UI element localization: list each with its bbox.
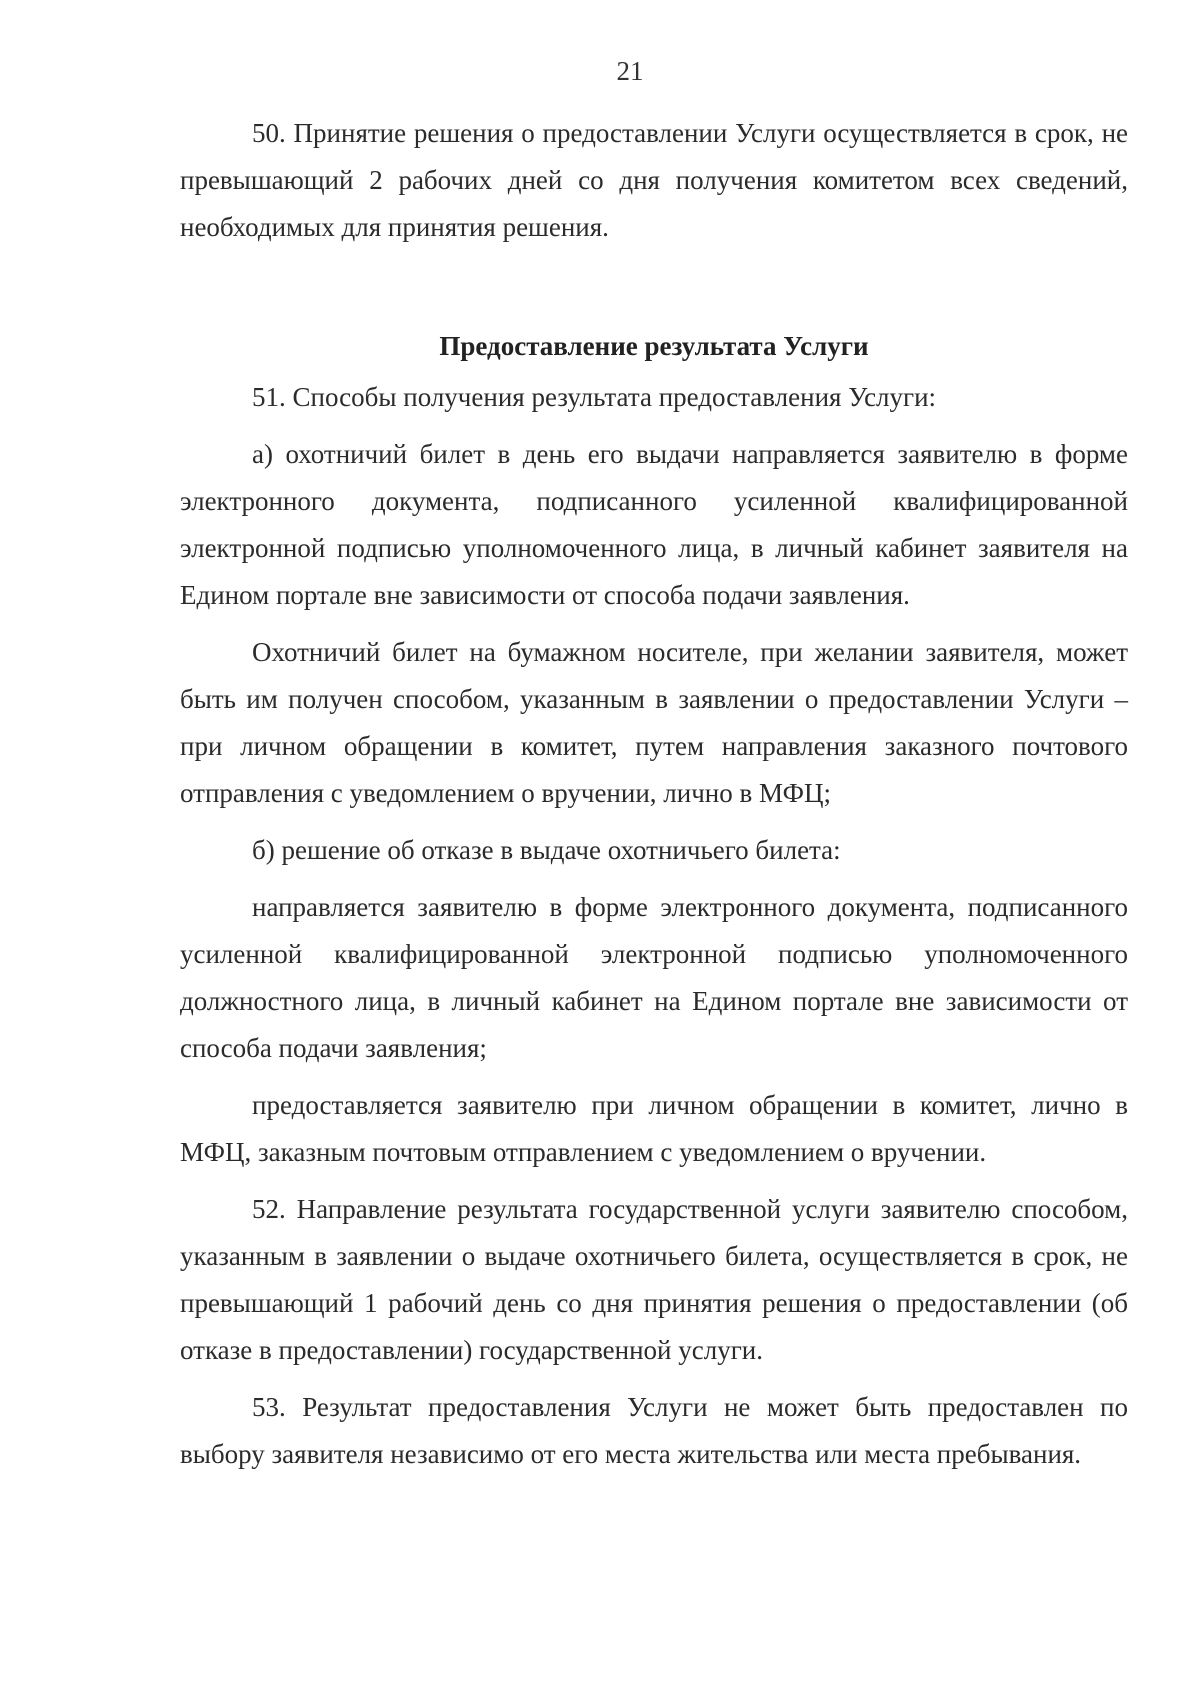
- section-title: Предоставление результата Услуги: [439, 331, 869, 361]
- paragraph-51-a: а) охотничий билет в день его выдачи направляется заявителю в форме электронного документа, подписанного усиленной квалифицированной электронной подписью уполномоченного лица, в личный кабинет заявителя на Едином портале вне зависимости от способа подачи заявления.: [180, 439, 1128, 610]
- paragraph-50: 50. Принятие решения о предоставлении Услуги осуществляется в срок, не превышающий 2 рабочих дней со дня получения комитетом всех сведений, необходимых для принятия решения.: [180, 118, 1128, 242]
- paragraph-51: 51. Способы получения результата предоставления Услуги:: [252, 382, 937, 412]
- paragraph-51-b-personal: предоставляется заявителю при личном обращении в комитет, лично в МФЦ, заказным почтовым отправлением с уведомлением о вручении.: [180, 1090, 1128, 1167]
- paragraph-51-b: б) решение об отказе в выдаче охотничьего билета:: [252, 835, 841, 865]
- page-number: 21: [616, 56, 644, 86]
- document-body: [180, 110, 1128, 1478]
- paragraph-53: 53. Результат предоставления Услуги не может быть предоставлен по выбору заявителя независимо от его места жительства или места пребывания.: [180, 1392, 1128, 1469]
- paragraph-51-b-electronic: направляется заявителю в форме электронного документа, подписанного усиленной квалифицированной электронной подписью уполномоченного должностного лица, в личный кабинет на Едином портале вне зависимости от способа подачи заявления;: [180, 892, 1128, 1063]
- paragraph-52: 52. Направление результата государственной услуги заявителю способом, указанным в заявлении о выдаче охотничьего билета, осуществляется в срок, не превышающий 1 рабочий день со дня принятия решения о предоставлении (об отказе в предоставлении) государственной услуги.: [180, 1194, 1128, 1365]
- paragraph-51-a-paper: Охотничий билет на бумажном носителе, при желании заявителя, может быть им получен способом, указанным в заявлении о предоставлении Услуги – при личном обращении в комитет, путем направления заказного почтового отправления с уведомлением о вручении, лично в МФЦ;: [180, 637, 1128, 808]
